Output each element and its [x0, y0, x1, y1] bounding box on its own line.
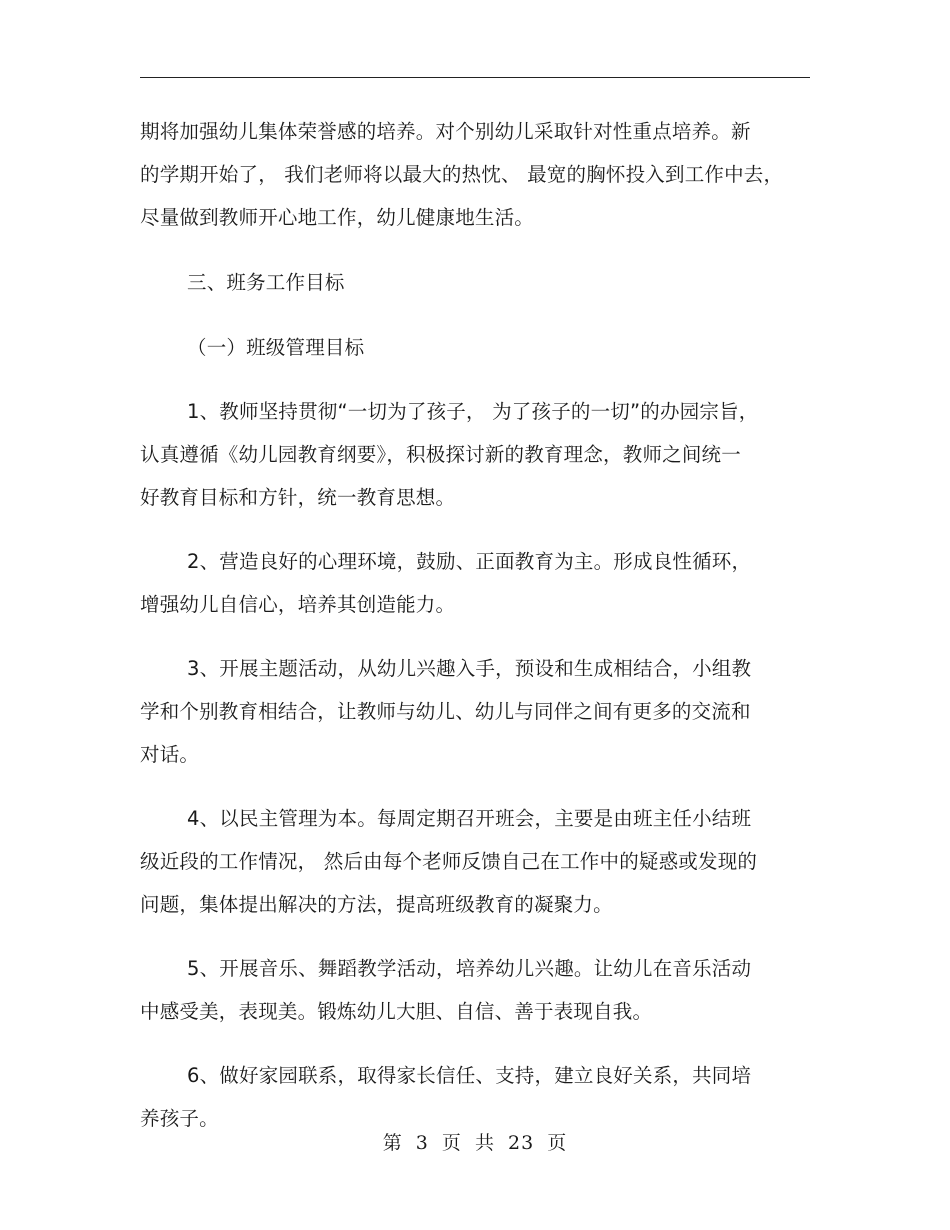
text-line: 尽量做到教师开心地工作，幼儿健康地生活。 [140, 206, 535, 229]
text-line: 中感受美，表现美。锻炼幼儿大胆、自信、善于表现自我。 [140, 1000, 653, 1023]
text-line: 对话。 [140, 743, 200, 766]
text-line: 问题，集体提出解决的方法，提高班级教育的凝聚力。 [140, 893, 613, 916]
text-line: 5、开展音乐、舞蹈教学活动，培养幼儿兴趣。让幼儿在音乐活动 [187, 957, 752, 980]
text-line: 6、做好家园联系，取得家长信任、支持，建立良好关系，共同培 [187, 1064, 752, 1087]
paragraph-intro [140, 110, 800, 239]
text-line: 的学期开始了， 我们老师将以最大的热忱、 最宽的胸怀投入到工作中去， [140, 163, 784, 186]
text-line: 2、营造良好的心理环境，鼓励、正面教育为主。形成良性循环， [187, 550, 752, 573]
text-line: 级近段的工作情况， 然后由每个老师反馈自己在工作中的疑惑或发现的 [140, 850, 758, 873]
text-line: 1、教师坚持贯彻“一切为了孩子， 为了孩子的一切”的办园宗旨， [187, 400, 759, 423]
text-line: 4、以民主管理为本。每周定期召开班会，主要是由班主任小结班 [187, 807, 752, 830]
text-line: 养孩子。 [140, 1107, 219, 1130]
list-item-3 [140, 647, 800, 776]
page-body [140, 110, 800, 1140]
text-line: 期将加强幼儿集体荣誉感的培养。对个别幼儿采取针对性重点培养。新 [140, 120, 751, 143]
list-item-2 [140, 540, 800, 626]
section-heading: 三、班务工作目标 [187, 271, 345, 294]
list-item-1 [140, 390, 800, 519]
text-line: 学和个别教育相结合，让教师与幼儿、幼儿与同伴之间有更多的交流和 [140, 700, 751, 723]
text-line: 好教育目标和方针，统一教育思想。 [140, 486, 456, 509]
subsection-heading: （一）班级管理目标 [187, 336, 365, 359]
text-line: 3、开展主题活动，从幼儿兴趣入手，预设和生成相结合，小组教 [187, 657, 752, 680]
header-divider [140, 77, 810, 78]
list-item-4 [140, 797, 800, 926]
list-item-5 [140, 947, 800, 1033]
text-line: 认真遵循《幼儿园教育纲要》，积极探讨新的教育理念，教师之间统一 [140, 443, 741, 466]
page-number-footer: 第 3 页 共 23 页 [382, 1132, 568, 1154]
text-line: 增强幼儿自信心，培养其创造能力。 [140, 593, 456, 616]
